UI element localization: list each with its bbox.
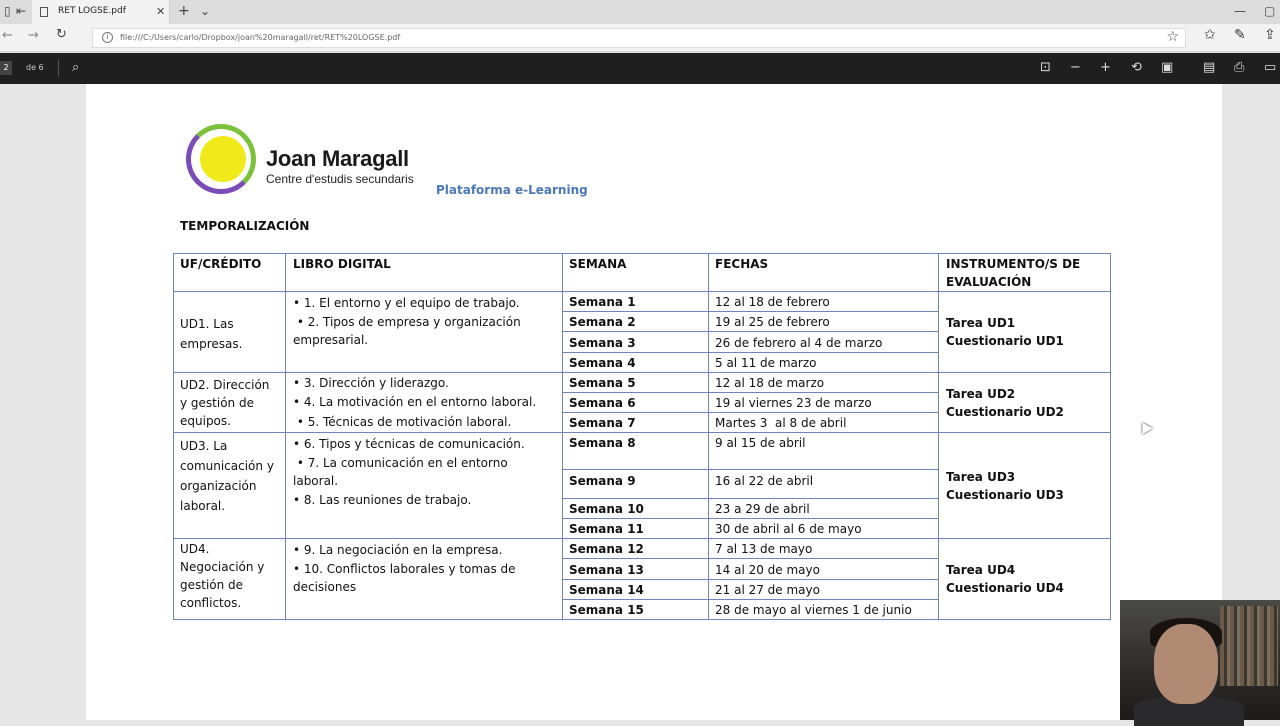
- tab-bar: [0, 0, 1280, 24]
- week-divider: [562, 311, 938, 312]
- tab-aside-icon[interactable]: ⇤: [16, 4, 27, 18]
- week-label: Semana 11: [569, 522, 644, 536]
- instrument-task: Tarea UD2: [946, 387, 1016, 401]
- week-dates: Martes 3 al 8 de abril: [715, 416, 847, 430]
- page-number-field[interactable]: 2: [0, 61, 12, 75]
- book-item: • 1. El entorno y el equipo de trabajo.: [293, 296, 520, 310]
- back-icon[interactable]: ←: [2, 28, 13, 43]
- row-divider: [173, 372, 1111, 373]
- week-dates: 12 al 18 de marzo: [715, 376, 825, 390]
- week-label: Semana 12: [569, 542, 644, 556]
- tab-list-icon[interactable]: ⌄: [200, 4, 211, 18]
- header-week: SEMANA: [569, 257, 627, 271]
- minimize-button[interactable]: —: [1234, 4, 1246, 18]
- book-item: • 10. Conflictos laborales y tomas de decisiones: [293, 562, 516, 594]
- week-divider: [562, 498, 938, 499]
- credit-ud4: UD4. Negociación y gestión de conflictos.: [180, 542, 265, 610]
- instrument-task: Tarea UD3: [946, 470, 1016, 484]
- read-aloud-icon[interactable]: ▤: [1203, 60, 1216, 75]
- forward-icon[interactable]: →: [28, 28, 39, 43]
- section-title: TEMPORALIZACIÓN: [180, 219, 310, 233]
- week-dates: 28 de mayo al viernes 1 de junio: [715, 603, 912, 617]
- logo-subtitle: Centre d'estudis secundaris: [266, 172, 414, 186]
- week-divider: [562, 558, 938, 559]
- week-dates: 19 al 25 de febrero: [715, 315, 830, 329]
- maximize-button[interactable]: ▢: [1264, 4, 1276, 18]
- tab-title: RET LOGSE.pdf: [58, 6, 126, 16]
- week-dates: 12 al 18 de febrero: [715, 295, 830, 309]
- instrument-task: Tarea UD1: [946, 316, 1016, 330]
- pdf-file-icon: [40, 7, 48, 17]
- col-divider: [708, 253, 709, 620]
- header-instruments: INSTRUMENTO/S DE EVALUACIÓN: [946, 257, 1081, 289]
- week-dates: 21 al 27 de mayo: [715, 583, 820, 597]
- week-divider: [562, 352, 938, 353]
- week-label: Semana 7: [569, 416, 636, 430]
- info-icon[interactable]: i: [102, 32, 113, 43]
- zoom-out-icon[interactable]: −: [1070, 60, 1081, 75]
- credit-ud2: UD2. Dirección y gestión de equipos.: [180, 378, 270, 428]
- book-item: • 9. La negociación en la empresa.: [293, 543, 503, 557]
- instrument-quiz: Cuestionario UD2: [946, 405, 1064, 419]
- instrument-quiz: Cuestionario UD4: [946, 581, 1064, 595]
- week-label: Semana 9: [569, 474, 636, 488]
- week-divider: [562, 412, 938, 413]
- school-logo: [182, 122, 434, 196]
- header-dates: FECHAS: [715, 257, 769, 271]
- book-item: • 8. Las reuniones de trabajo.: [293, 493, 472, 507]
- close-tab-icon[interactable]: ✕: [156, 5, 166, 18]
- credit-ud3: UD3. La comunicación y organización laboral.: [180, 439, 274, 513]
- page-view-icon[interactable]: ▣: [1161, 60, 1174, 75]
- week-label: Semana 3: [569, 336, 636, 350]
- week-divider: [562, 518, 938, 519]
- col-divider: [285, 253, 286, 620]
- pdf-toolbar: [0, 53, 1280, 84]
- url-field[interactable]: [92, 28, 1186, 48]
- week-dates: 7 al 13 de mayo: [715, 542, 813, 556]
- rotate-icon[interactable]: ⟲: [1131, 60, 1142, 75]
- week-label: Semana 4: [569, 356, 636, 370]
- book-item: • 3. Dirección y liderazgo.: [293, 376, 449, 390]
- row-divider: [173, 291, 1111, 292]
- page-count: de 6: [26, 63, 44, 72]
- row-divider: [173, 432, 1111, 433]
- refresh-icon[interactable]: ↻: [56, 27, 67, 42]
- week-dates: 30 de abril al 6 de mayo: [715, 522, 862, 536]
- header-book: LIBRO DIGITAL: [293, 257, 391, 271]
- save-icon[interactable]: ▭: [1264, 60, 1277, 75]
- week-label: Semana 10: [569, 502, 644, 516]
- week-dates: 23 a 29 de abril: [715, 502, 810, 516]
- week-divider: [562, 599, 938, 600]
- share-icon[interactable]: ⇪: [1264, 27, 1276, 43]
- week-label: Semana 5: [569, 376, 636, 390]
- instrument-quiz: Cuestionario UD3: [946, 488, 1064, 502]
- new-tab-button[interactable]: +: [178, 3, 190, 19]
- platform-label: Plataforma e-Learning: [436, 183, 588, 197]
- week-label: Semana 15: [569, 603, 644, 617]
- week-divider: [562, 469, 938, 470]
- favorites-icon[interactable]: ✩: [1204, 27, 1216, 43]
- col-divider: [938, 253, 939, 620]
- credit-ud1: UD1. Las empresas.: [180, 317, 243, 351]
- fit-page-icon[interactable]: ⊡: [1040, 60, 1051, 75]
- zoom-in-icon[interactable]: +: [1100, 60, 1111, 75]
- week-dates: 26 de febrero al 4 de marzo: [715, 336, 883, 350]
- week-divider: [562, 579, 938, 580]
- week-dates: 16 al 22 de abril: [715, 474, 814, 488]
- url-text: file:///C:/Users/carlo/Dropbox/joan%20maragall/ret/RET%20LOGSE.pdf: [120, 33, 401, 42]
- week-label: Semana 6: [569, 396, 636, 410]
- instrument-quiz: Cuestionario UD1: [946, 334, 1064, 348]
- favorite-star-icon[interactable]: ☆: [1166, 29, 1179, 45]
- week-label: Semana 2: [569, 315, 636, 329]
- week-dates: 19 al viernes 23 de marzo: [715, 396, 872, 410]
- print-icon[interactable]: ⎙: [1234, 60, 1245, 75]
- week-dates: 14 al 20 de mayo: [715, 563, 820, 577]
- instrument-task: Tarea UD4: [946, 563, 1016, 577]
- background-bookshelf: [1220, 606, 1278, 686]
- week-divider: [562, 392, 938, 393]
- week-dates: 5 al 11 de marzo: [715, 356, 817, 370]
- book-item: • 5. Técnicas de motivación laboral.: [293, 415, 512, 429]
- row-divider: [173, 538, 1111, 539]
- week-label: Semana 8: [569, 436, 636, 450]
- week-divider: [562, 331, 938, 332]
- book-item: • 4. La motivación en el entorno laboral.: [293, 395, 537, 409]
- search-icon[interactable]: ⌕: [72, 60, 80, 75]
- week-dates: 9 al 15 de abril: [715, 436, 806, 450]
- toolbar-divider: [58, 59, 59, 77]
- book-item: • 2. Tipos de empresa y organización empresarial.: [293, 315, 525, 347]
- pen-icon[interactable]: ✎: [1234, 27, 1246, 43]
- logo-sun: [200, 136, 246, 182]
- book-item: • 7. La comunicación en el entorno laboral.: [293, 456, 512, 488]
- presenter-face: [1154, 624, 1218, 704]
- logo-name: Joan Maragall: [266, 146, 409, 171]
- header-credit: UF/CRÉDITO: [180, 257, 262, 271]
- address-bar-row: [0, 24, 1280, 52]
- week-label: Semana 13: [569, 563, 644, 577]
- webcam-overlay: [1120, 600, 1280, 720]
- tab-pdf[interactable]: [32, 0, 170, 24]
- col-divider: [562, 253, 563, 620]
- week-label: Semana 14: [569, 583, 644, 597]
- window-icon[interactable]: ▯: [4, 4, 11, 18]
- week-label: Semana 1: [569, 295, 636, 309]
- book-item: • 6. Tipos y técnicas de comunicación.: [293, 437, 525, 451]
